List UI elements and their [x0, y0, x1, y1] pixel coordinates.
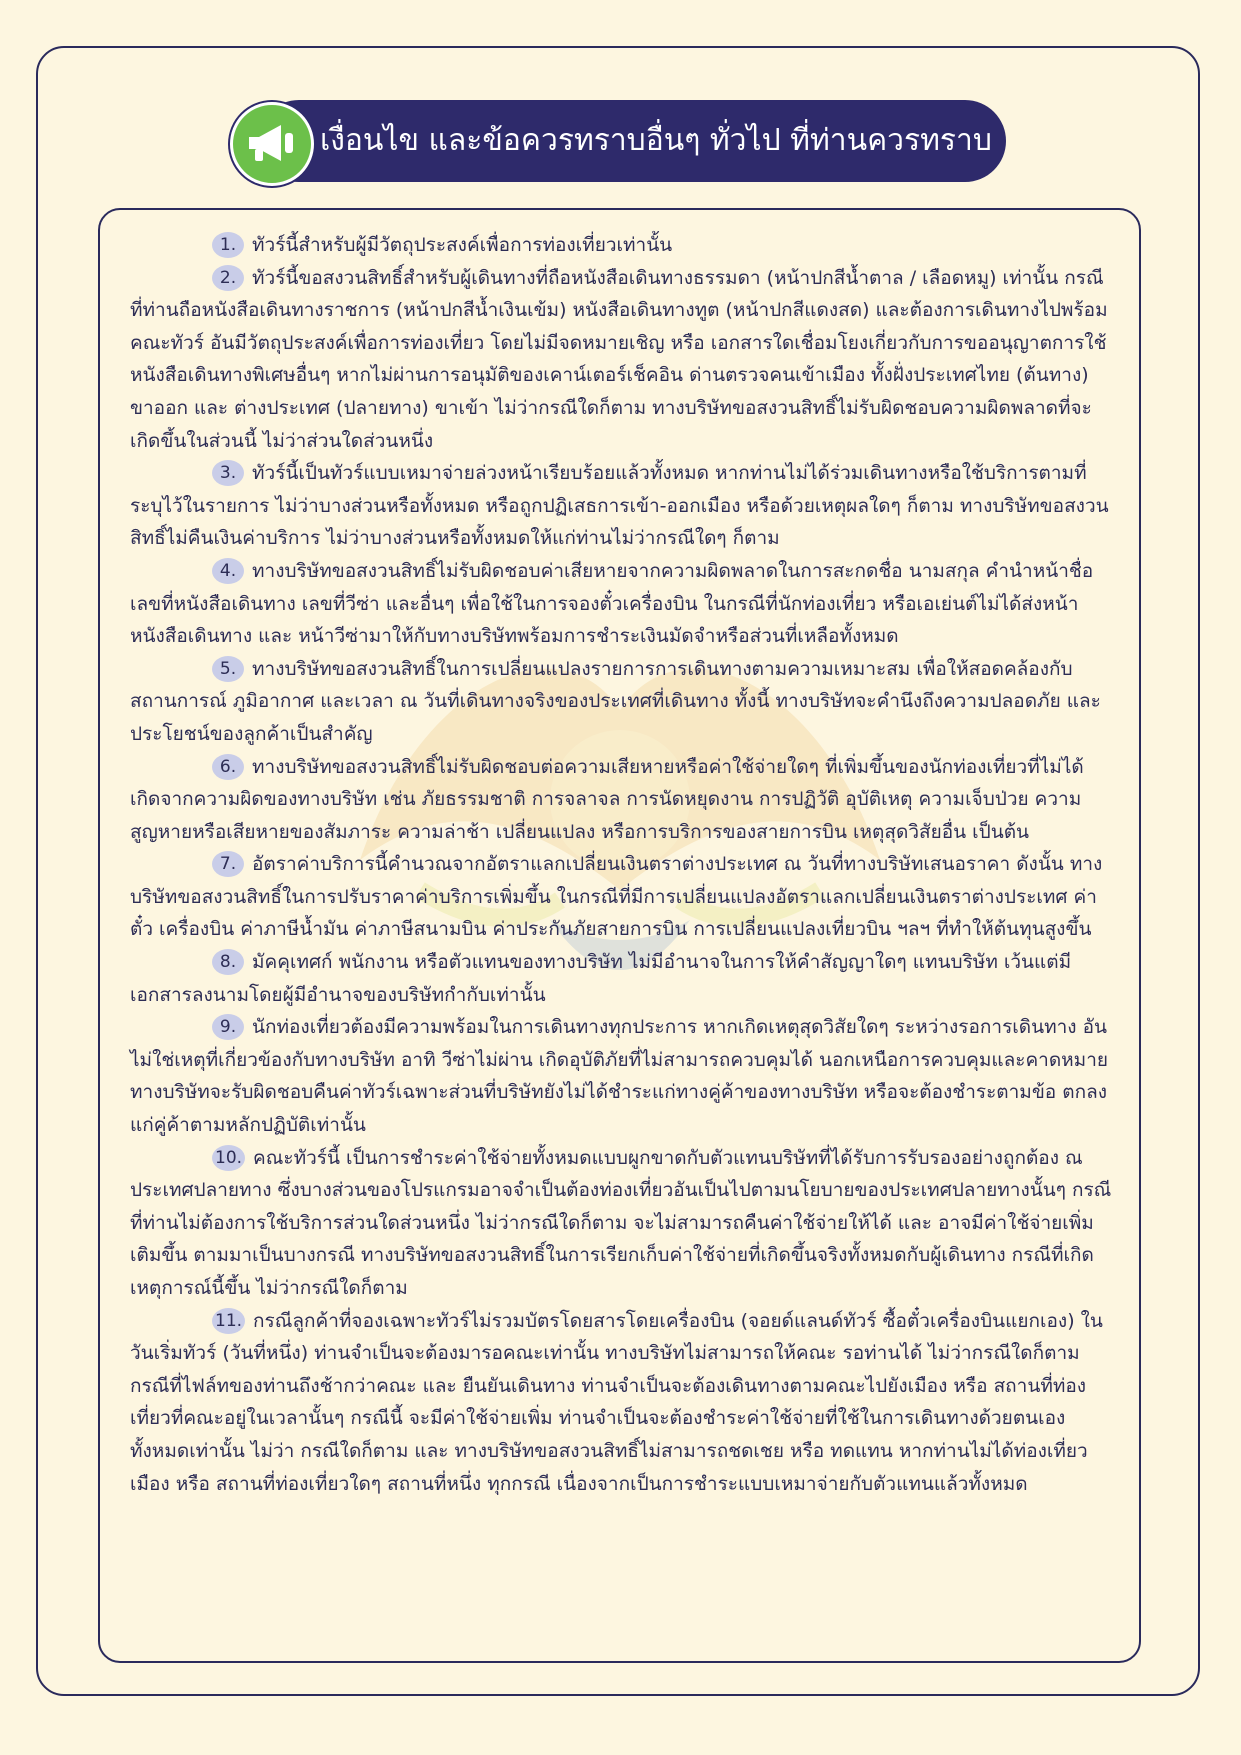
list-item	[130, 555, 1113, 653]
list-item	[130, 946, 1113, 1011]
item-text: ทัวร์นี้ขอสงวนสิทธิ์สำหรับผู้เดินทางที่ถือหนังสือเดินทางธรรมดา (หน้าปกสีน้ำตาล / เลือดหมู) เท่านั้น กรณีที่ท่านถือหนังสือเดินทางราชการ (หน้าปกสีน้ำเงินเข้ม) หนังสือเดินทางทูต (หน้าปกสีแดงสด) และต้องการเดินทางไปพร้อมคณะทัวร์ อันมีวัตถุประสงค์เพื่อการท่องเที่ยว โดยไม่มีจดหมายเชิญ หรือ เอกสารใดเชื่อมโยงเกี่ยวกับการขออนุญาตการใช้หนังสือเดินทางพิเศษอื่นๆ หากไม่ผ่านการอนุมัติของเคาน์เตอร์เช็คอิน ด่านตรวจคนเข้าเมือง ทั้งฝั่งประเทศไทย (ต้นทาง) ขาออก และ ต่างประเทศ (ปลายทาง) ขาเข้า ไม่ว่ากรณีใดก็ตาม ทางบริษัทขอสงวนสิทธิ์ไม่รับผิดชอบความผิดพลาดที่จะเกิดขึ้นในส่วนนี้ ไม่ว่าส่วนใดส่วนหนึ่ง	[130, 266, 1108, 452]
item-text: กรณีลูกค้าที่จองเฉพาะทัวร์ไม่รวมบัตรโดยสารโดยเครื่องบิน (จอยด์แลนด์ทัวร์ ซื้อตั๋วเครื่องบินแยกเอง) ในวันเริ่มทัวร์ (วันที่หนึ่ง) ท่านจำเป็นจะต้องมารอคณะเท่านั้น ทางบริษัทไม่สามารถให้คณะ รอท่านได้ ไม่ว่ากรณีใดก็ตาม กรณีที่ไฟล์ทของท่านถึงช้ากว่าคณะ และ ยืนยันเดินทาง ท่านจำเป็นจะต้องเดินทางตามคณะไปยังเมือง หรือ สถานที่ท่องเที่ยวที่คณะอยู่ในเวลานั้นๆ กรณีนี้ จะมีค่าใช้จ่ายเพิ่ม ท่านจำเป็นจะต้องชำระค่าใช้จ่ายที่ใช้ในการเดินทางด้วยตนเองทั้งหมดเท่านั้น ไม่ว่า กรณีใดก็ตาม และ ทางบริษัทขอสงวนสิทธิ์ไม่สามารถชดเชย หรือ ทดแทน หากท่านไม่ได้ท่องเที่ยวเมือง หรือ สถานที่ท่องเที่ยวใดๆ สถานที่หนึ่ง ทุกกรณี เนื่องจากเป็นการชำระแบบเหมาจ่ายกับตัวแทนแล้วทั้งหมด	[130, 1309, 1103, 1495]
item-number: 6.	[212, 754, 244, 780]
conditions-list	[130, 229, 1113, 1500]
list-item	[130, 262, 1113, 458]
item-number: 11.	[212, 1308, 245, 1334]
page-title: เงื่อนไข และข้อควรทราบอื่นๆ ทั่วไป ที่ท่านควรทราบ	[320, 123, 992, 158]
megaphone-badge	[230, 102, 314, 186]
list-item	[130, 1142, 1113, 1305]
list-item	[130, 751, 1113, 849]
item-text: ทัวร์นี้เป็นทัวร์แบบเหมาจ่ายล่วงหน้าเรียบร้อยแล้วทั้งหมด หากท่านไม่ได้ร่วมเดินทางหรือใช้บริการตามที่ระบุไว้ในรายการ ไม่ว่าบางส่วนหรือทั้งหมด หรือถูกปฏิเสธการเข้า-ออกเมือง หรือด้วยเหตุผลใดๆ ก็ตาม ทางบริษัทขอสงวนสิทธิ์ไม่คืนเงินค่าบริการ ไม่ว่าบางส่วนหรือทั้งหมดให้แก่ท่านไม่ว่ากรณีใดๆ ก็ตาม	[130, 462, 1109, 550]
item-number: 1.	[212, 232, 244, 258]
list-item	[130, 848, 1113, 946]
item-number: 5.	[212, 656, 244, 682]
list-item	[130, 457, 1113, 555]
item-text: ทางบริษัทขอสงวนสิทธิ์ในการเปลี่ยนแปลงรายการการเดินทางตามความเหมาะสม เพื่อให้สอดคล้องกับ สถานการณ์ ภูมิอากาศ และเวลา ณ วันที่เดินทางจริงของประเทศที่เดินทาง ทั้งนี้ ทางบริษัทจะคำนึงถึงความปลอดภัย และ ประโยชน์ของลูกค้าเป็นสำคัญ	[130, 657, 1101, 745]
item-text: ทางบริษัทขอสงวนสิทธิ์ไม่รับผิดชอบค่าเสียหายจากความผิดพลาดในการสะกดชื่อ นามสกุล คำนำหน้าชื่อ เลขที่หนังสือเดินทาง เลขที่วีซ่า และอื่นๆ เพื่อใช้ในการจองตั๋วเครื่องบิน ในกรณีที่นักท่องเที่ยว หรือเอเย่นต์ไม่ได้ส่งหน้าหนังสือเดินทาง และ หน้าวีซ่ามาให้กับทางบริษัทพร้อมการชำระเงินมัดจำหรือส่วนที่เหลือทั้งหมด	[130, 559, 1094, 648]
list-item	[130, 1305, 1113, 1501]
item-text: ทางบริษัทขอสงวนสิทธิ์ไม่รับผิดชอบต่อความเสียหายหรือค่าใช้จ่ายใดๆ ที่เพิ่มขึ้นของนักท่องเที่ยวที่ไม่ได้เกิดจากความผิดของทางบริษัท เช่น ภัยธรรมชาติ การจลาจล การนัดหยุดงาน การปฏิวัติ อุบัติเหตุ ความเจ็บป่วย ความสูญหายหรือเสียหายของสัมภาระ ความล่าช้า เปลี่ยนแปลง หรือการบริการของสายการบิน เหตุสุดวิสัยอื่น เป็นต้น	[130, 755, 1084, 843]
item-number: 2.	[212, 265, 244, 291]
item-text: นักท่องเที่ยวต้องมีความพร้อมในการเดินทางทุกประการ หากเกิดเหตุสุดวิสัยใดๆ ระหว่างรอการเดินทาง อันไม่ใช่เหตุที่เกี่ยวข้องกับทางบริษัท อาทิ วีซ่าไม่ผ่าน เกิดอุบัติภัยที่ไม่สามารถควบคุมได้ นอกเหนือการควบคุมและคาดหมาย ทางบริษัทจะรับผิดชอบคืนค่าทัวร์เฉพาะส่วนที่บริษัทยังไม่ได้ชำระแก่ทางคู่ค้าของทางบริษัท หรือจะต้องชำระตามข้อ ตกลงแก่คู่ค้าตามหลักปฏิบัติเท่านั้น	[130, 1016, 1109, 1137]
item-text: ทัวร์นี้สำหรับผู้มีวัตถุประสงค์เพื่อการท่องเที่ยวเท่านั้น	[252, 234, 673, 256]
item-number: 4.	[212, 558, 244, 584]
megaphone-icon	[245, 119, 299, 167]
item-number: 10.	[212, 1145, 245, 1171]
list-item	[130, 1011, 1113, 1141]
item-text: มัคคุเทศก์ พนักงาน หรือตัวแทนของทางบริษัท ไม่มีอำนาจในการให้คำสัญญาใดๆ แทนบริษัท เว้นแต่มีเอกสารลงนามโดยผู้มีอำนาจของบริษัทกำกับเท่านั้น	[130, 951, 1072, 1006]
item-number: 7.	[212, 851, 244, 877]
item-number: 8.	[212, 949, 244, 975]
item-text: อัตราค่าบริการนี้คำนวณจากอัตราแลกเปลี่ยนเงินตราต่างประเทศ ณ วันที่ทางบริษัทเสนอราคา ดังนั้น ทางบริษัทขอสงวนสิทธิ์ในการปรับราคาค่าบริการเพิ่มขึ้น ในกรณีที่มีการเปลี่ยนแปลงอัตราแลกเปลี่ยนเงินตราต่างประเทศ ค่าตั๋ว เครื่องบิน ค่าภาษีน้ำมัน ค่าภาษีสนามบิน ค่าประกันภัยสายการบิน การเปลี่ยนแปลงเที่ยวบิน ฯลฯ ที่ทำให้ต้นทุนสูงขึ้น	[130, 853, 1103, 941]
item-number: 9.	[212, 1014, 244, 1040]
list-item	[130, 653, 1113, 751]
item-number: 3.	[212, 460, 244, 486]
item-text: คณะทัวร์นี้ เป็นการชำระค่าใช้จ่ายทั้งหมดแบบผูกขาดกับตัวแทนบริษัทที่ได้รับการรับรองอย่างถูกต้อง ณ ประเทศปลายทาง ซึ่งบางส่วนของโปรแกรมอาจจำเป็นต้องท่องเที่ยวอันเป็นไปตามนโยบายของประเทศปลายทางนั้นๆ กรณีที่ท่านไม่ต้องการใช้บริการส่วนใดส่วนหนึ่ง ไม่ว่ากรณีใดก็ตาม จะไม่สามารถคืนค่าใช้จ่ายให้ได้ และ อาจมีค่าใช้จ่ายเพิ่มเติมขึ้น ตามมาเป็นบางกรณี ทางบริษัทขอสงวนสิทธิ์ในการเรียกเก็บค่าใช้จ่ายที่เกิดขึ้นจริงทั้งหมดกับผู้เดินทาง กรณีที่เกิดเหตุการณ์นี้ขึ้น ไม่ว่ากรณีใดก็ตาม	[130, 1146, 1112, 1299]
list-item	[130, 229, 1113, 262]
